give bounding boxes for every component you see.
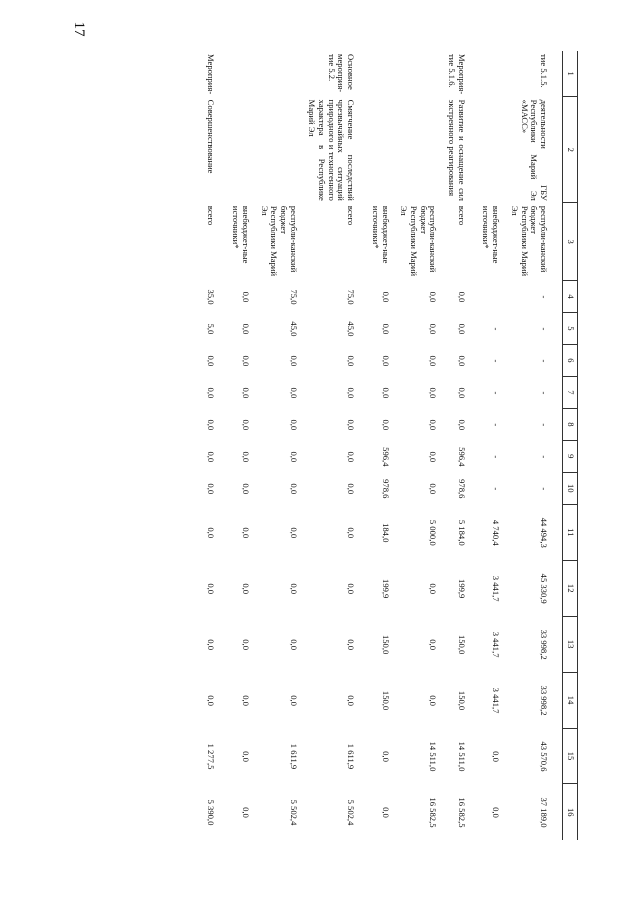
column-header-13: 13 xyxy=(563,616,578,672)
value-cell-col-10: 978,6 xyxy=(456,479,467,499)
value-cell-col-4 xyxy=(480,281,508,313)
value-cell-col-6: 0,0 xyxy=(456,355,467,367)
row-source-cell: всего xyxy=(206,205,217,226)
column-header-8: 8 xyxy=(563,408,578,440)
value-cell-col-12: 0,0 xyxy=(240,583,251,595)
table-row xyxy=(229,51,257,840)
value-cell-col-14: 33 998,2 xyxy=(539,685,549,716)
value-cell-col-16: 5 502,4 xyxy=(346,799,357,826)
column-header-2: 2 xyxy=(563,97,578,203)
value-cell-col-8: 0,0 xyxy=(380,419,391,431)
table-row xyxy=(480,51,508,840)
budget-table-sheet xyxy=(102,51,578,840)
row-source-cell: республи-канский бюджет Республики Марий Эл xyxy=(399,205,439,277)
row-description-cell: деятельности ГБУ Республики Марий Эл «МАСС» xyxy=(519,99,549,201)
table-row xyxy=(508,51,562,840)
row-description-cell xyxy=(398,97,446,203)
value-cell-col-5: 5,0 xyxy=(206,323,217,335)
value-cell-col-8: 0,0 xyxy=(456,419,467,431)
value-cell-col-7: 0,0 xyxy=(206,387,217,399)
row-source-cell: внебюджет-ные источники* xyxy=(370,205,391,264)
column-header-4: 4 xyxy=(563,281,578,313)
row-code-cell xyxy=(229,51,257,97)
value-cell-col-13: 0,0 xyxy=(346,639,357,650)
value-cell-col-5: 45,0 xyxy=(288,321,299,337)
page-number: 17 xyxy=(71,21,88,37)
row-source-cell: внебюджет-ные источники* xyxy=(231,205,251,264)
row-code-cell: тие 5.1.5. xyxy=(539,54,549,88)
value-cell-col-7: 0,0 xyxy=(380,387,391,399)
value-cell-col-15: 0,0 xyxy=(380,751,391,762)
value-cell-col-13: 33 998,2 xyxy=(539,629,549,660)
value-cell-col-8: 0,0 xyxy=(206,419,217,431)
value-cell-col-13: 0,0 xyxy=(428,639,439,650)
value-cell-col-8: 0,0 xyxy=(346,419,357,431)
value-cell-col-7: - xyxy=(539,391,549,395)
value-cell-col-5: 0,0 xyxy=(428,323,439,335)
value-cell-col-7: 0,0 xyxy=(288,387,299,399)
value-cell-col-15: 1 611,9 xyxy=(346,743,357,770)
column-header-9: 9 xyxy=(563,440,578,472)
column-header-7: 7 xyxy=(563,376,578,408)
row-source-cell: всего xyxy=(346,205,357,226)
value-cell-col-11: 0,0 xyxy=(346,527,357,539)
value-cell-col-12: 0,0 xyxy=(288,583,299,595)
value-cell-col-9: 0,0 xyxy=(346,451,357,463)
value-cell-col-11: 0,0 xyxy=(240,527,251,539)
value-cell-col-5: 0,0 xyxy=(380,323,391,335)
value-cell-col-14: 0,0 xyxy=(240,695,251,706)
column-header-10: 10 xyxy=(563,472,578,504)
row-source-cell: внебюджет-ные источники* xyxy=(481,205,502,264)
value-cell-col-7: 0,0 xyxy=(346,387,357,399)
row-description-cell xyxy=(480,97,508,203)
column-header-16: 16 xyxy=(563,784,578,840)
row-source-cell: республи-канский бюджет Республики Марий Эл xyxy=(259,205,299,277)
row-code-cell: Мероприя- xyxy=(206,54,217,95)
value-cell-col-6: - xyxy=(539,359,549,363)
value-cell-col-9: 0,0 xyxy=(240,451,251,463)
value-cell-col-10: 0,0 xyxy=(240,483,251,495)
value-cell-col-9: - xyxy=(491,455,502,459)
row-code-cell xyxy=(480,51,508,97)
row-description-cell: Совершенствование xyxy=(206,99,217,174)
value-cell-col-5: - xyxy=(491,327,502,331)
value-cell-col-11: 5 000,0 xyxy=(428,519,439,546)
value-cell-col-12: 199,9 xyxy=(456,579,467,599)
value-cell-col-9: - xyxy=(539,455,549,459)
table-row xyxy=(306,51,370,840)
value-cell-col-13: 0,0 xyxy=(206,639,217,650)
value-cell-col-14: 3 441,7 xyxy=(491,687,502,714)
value-cell-col-12: 0,0 xyxy=(206,583,217,595)
value-cell-col-6: 0,0 xyxy=(346,355,357,367)
value-cell-col-5: - xyxy=(539,327,549,331)
value-cell-col-9: 596,4 xyxy=(380,447,391,467)
value-cell-col-6: 0,0 xyxy=(206,355,217,367)
row-description-cell xyxy=(369,97,397,203)
value-cell-col-4: 0,0 xyxy=(456,291,467,303)
value-cell-col-11: 0,0 xyxy=(288,527,299,539)
value-cell-col-6: 0,0 xyxy=(380,355,391,367)
value-cell-col-10: - xyxy=(491,487,502,491)
value-cell-col-11: 0,0 xyxy=(206,527,217,539)
value-cell-col-8: - xyxy=(539,423,549,427)
row-code-cell xyxy=(369,51,397,97)
value-cell-col-7: 0,0 xyxy=(240,387,251,399)
value-cell-col-10: 0,0 xyxy=(206,483,217,495)
row-description-cell xyxy=(229,97,257,203)
row-code-cell: Мероприя-тие 5.1.6. xyxy=(447,54,467,95)
value-cell-col-15: 0,0 xyxy=(491,751,502,762)
value-cell-col-16: 16 582,5 xyxy=(456,797,467,828)
value-cell-col-9: 596,4 xyxy=(456,447,467,467)
column-header-row xyxy=(563,51,578,840)
value-cell-col-10: 978,6 xyxy=(380,479,391,499)
value-cell-col-14: 0,0 xyxy=(346,695,357,706)
value-cell-col-16: 5 502,4 xyxy=(288,799,299,826)
value-cell-col-12: 0,0 xyxy=(346,583,357,595)
value-cell-col-14: 150,0 xyxy=(380,690,391,711)
value-cell-col-4: 0,0 xyxy=(380,291,391,303)
value-cell-col-16: 0,0 xyxy=(380,807,391,818)
value-cell-col-15: 0,0 xyxy=(240,751,251,762)
value-cell-col-13: 3 441,7 xyxy=(491,631,502,658)
value-cell-col-10: - xyxy=(539,487,549,491)
column-header-5: 5 xyxy=(563,312,578,344)
value-cell-col-13: 0,0 xyxy=(288,639,299,650)
value-cell-col-10: 0,0 xyxy=(346,483,357,495)
value-cell-col-12: 3 441,7 xyxy=(491,575,502,602)
value-cell-col-8: 0,0 xyxy=(288,419,299,431)
value-cell-col-13: 0,0 xyxy=(240,639,251,650)
value-cell-col-8: 0,0 xyxy=(428,419,439,431)
value-cell-col-13: 150,0 xyxy=(380,634,391,655)
table-body xyxy=(205,51,578,840)
value-cell-col-4: 75,0 xyxy=(346,289,357,305)
column-header-11: 11 xyxy=(563,504,578,560)
row-code-cell xyxy=(398,51,446,97)
table-row xyxy=(445,51,479,840)
value-cell-col-16: 5 390,0 xyxy=(206,799,217,826)
row-description-cell xyxy=(258,97,306,203)
value-cell-col-5: 0,0 xyxy=(456,323,467,335)
value-cell-col-10: 0,0 xyxy=(428,483,439,495)
value-cell-col-6: 0,0 xyxy=(288,355,299,367)
row-description-cell: Развитие и оснащение сил экстренного реагирования xyxy=(447,99,467,201)
value-cell-col-16: 0,0 xyxy=(240,807,251,818)
row-description-cell: Смягчение последствий чрезвычайных ситуаций природного и техногенного характера в Республике Марий Эл xyxy=(307,99,357,201)
value-cell-col-4: 75,0 xyxy=(288,289,299,305)
value-cell-col-6: 0,0 xyxy=(428,355,439,367)
value-cell-col-12: 0,0 xyxy=(428,583,439,595)
column-header-12: 12 xyxy=(563,560,578,616)
value-cell-col-16: 0,0 xyxy=(491,807,502,818)
value-cell-col-15: 14 511,0 xyxy=(428,741,439,772)
value-cell-col-14: 0,0 xyxy=(288,695,299,706)
value-cell-col-10: 0,0 xyxy=(288,483,299,495)
value-cell-col-15: 43 570,6 xyxy=(539,741,549,772)
value-cell-col-14: 0,0 xyxy=(428,695,439,706)
value-cell-col-4: - xyxy=(539,295,549,299)
value-cell-col-15: 1 611,9 xyxy=(288,743,299,770)
value-cell-col-7: 0,0 xyxy=(456,387,467,399)
value-cell-col-15: 14 511,0 xyxy=(456,741,467,772)
value-cell-col-12: 199,9 xyxy=(380,579,391,599)
value-cell-col-8: 0,0 xyxy=(240,419,251,431)
value-cell-col-7: - xyxy=(491,391,502,395)
value-cell-col-9: 0,0 xyxy=(288,451,299,463)
row-source-cell: всего xyxy=(456,205,467,226)
column-header-14: 14 xyxy=(563,672,578,728)
value-cell-col-4: 35,0 xyxy=(206,289,217,305)
value-cell-col-11: 44 494,3 xyxy=(539,517,549,548)
value-cell-col-15: 1 277,5 xyxy=(206,743,217,770)
value-cell-col-6: - xyxy=(491,359,502,363)
value-cell-col-6: 0,0 xyxy=(240,355,251,367)
table-row xyxy=(369,51,397,840)
value-cell-col-8: - xyxy=(491,423,502,427)
value-cell-col-14: 0,0 xyxy=(206,695,217,706)
value-cell-col-11: 4 740,4 xyxy=(491,519,502,546)
row-code-cell xyxy=(258,51,306,97)
row-code-cell: Основное мероприя-тие 5.2. xyxy=(326,54,357,93)
column-header-6: 6 xyxy=(563,344,578,376)
value-cell-col-7: 0,0 xyxy=(428,387,439,399)
value-cell-col-11: 184,0 xyxy=(380,523,391,543)
value-cell-col-11: 5 184,0 xyxy=(456,519,467,546)
value-cell-col-5: 0,0 xyxy=(240,323,251,335)
value-cell-col-9: 0,0 xyxy=(206,451,217,463)
table-row xyxy=(398,51,446,840)
column-header-3: 3 xyxy=(563,203,578,281)
value-cell-col-9: 0,0 xyxy=(428,451,439,463)
value-cell-col-14: 150,0 xyxy=(456,690,467,711)
value-cell-col-16: 16 582,5 xyxy=(428,797,439,828)
value-cell-col-4: 0,0 xyxy=(428,291,439,303)
value-cell-col-13: 150,0 xyxy=(456,634,467,655)
column-header-15: 15 xyxy=(563,728,578,784)
value-cell-col-5: 45,0 xyxy=(346,321,357,337)
column-header-1: 1 xyxy=(563,51,578,97)
value-cell-col-4: 0,0 xyxy=(240,291,251,303)
value-cell-col-12: 45 330,9 xyxy=(539,573,549,604)
table-row xyxy=(258,51,306,840)
row-source-cell: республи-канский бюджет Республики Марий Эл xyxy=(509,205,549,277)
value-cell-col-16: 37 189,0 xyxy=(539,797,549,828)
budget-table xyxy=(205,51,578,840)
table-row xyxy=(205,51,230,840)
